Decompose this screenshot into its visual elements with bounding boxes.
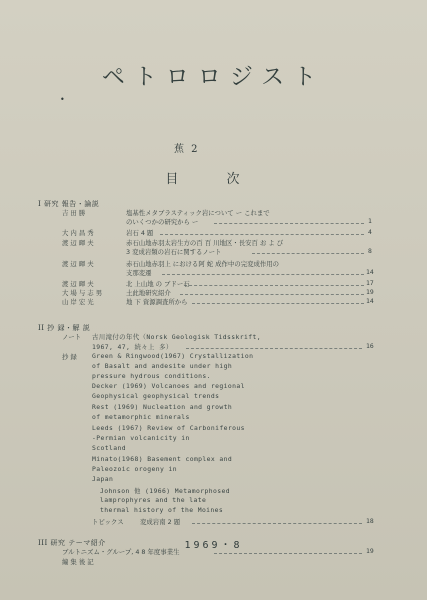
toc-author: 山 岸 宏 光 [62,298,94,306]
leader-line [192,303,364,304]
toc-title: 岩石 4 題 [126,229,154,237]
abstract-line: lamprophyres and the late [100,496,207,504]
toc-page: 8 [368,247,372,255]
toc-author: 大 内 昌 秀 [62,229,94,237]
abstract-line: Paleozoic orogeny in [92,465,177,473]
theme-page: 19 [366,547,374,555]
section-2-heading: II 抄 録・解 説 [38,324,91,332]
leader-line [214,223,364,224]
contents-heading: 目 次 [165,172,262,187]
leader-line [160,234,364,235]
publication-date: 1969・8 [184,540,243,551]
section-3-heading: III 研究 テーマ紹介 [38,539,106,547]
toc-page: 17 [366,279,374,287]
note-page: 16 [366,342,374,350]
abstract-line: Green & Ringwood(1967) Crystallization [92,352,254,360]
abstract-line: Minato(1968) Basement complex and [92,455,233,463]
leader-line [252,253,364,254]
toc-title: 塩基性メタブラスティック岩について ー これまで [126,209,270,217]
journal-title: ペトロロジスト [101,64,326,90]
toc-title: 土此地研究紹介 [126,289,171,297]
topics-page: 18 [366,517,374,525]
note-line: 1967, 47, 続々上 多） [92,343,173,351]
leader-line [192,523,362,524]
abstract-line: Scotland [92,444,126,452]
dot-mark: • [60,95,65,104]
toc-title: 赤石山地赤羽上 における阿 蛇 成作中の完変成作用の [126,260,280,268]
toc-page: 14 [366,268,374,276]
abstract-line: of Basalt and andesite under high [92,362,233,370]
toc-author: 渡 辺 暉 夫 [62,280,94,288]
toc-title: 北 上山地 の ブドー石 [126,280,190,288]
toc-title: 地 下 資源調査所から [126,298,188,306]
abstract-label: 抄 録 [62,353,77,361]
topics-label: トピックス [92,518,124,526]
toc-page: 19 [366,288,374,296]
theme-item: ブルトニズム・グループ, 4 8 年度事業生 [62,548,180,556]
abstract-line: Johnson 他 (1966) Metamorphosed [100,487,230,495]
toc-page: 4 [368,228,372,236]
abstract-line: -Permian volcanicity in [92,434,190,442]
leader-line [162,274,364,275]
abstract-line: Japan [92,475,114,483]
abstract-line: Leeds (1967) Review of Carboniferous [92,424,245,432]
editors-note: 編 集 後 記 [62,558,94,566]
toc-title: 3 変成岩類の岩石に関するノート [126,248,222,256]
abstract-line: of metamorphic minerals [92,413,190,421]
toc-title: 赤石山地赤羽太岩生方の百 百 川地区・長安百 お よ び [126,239,284,247]
toc-author: 渡 辺 暉 夫 [62,239,94,247]
abstract-line: Decker (1969) Volcanoes and regional [92,382,245,390]
abstract-line: pressure hydrous conditions. [92,372,211,380]
leader-line [186,348,362,349]
toc-author: 渡 辺 暉 夫 [62,260,94,268]
toc-page: 14 [366,297,374,305]
toc-author: 吉 田 勝 [62,209,86,217]
toc-title: のいくつかの研究から ー [126,218,199,226]
abstract-line: thermal history of the Moines [100,506,224,514]
topics-title: 変成岩南 2 題 [140,518,181,526]
issue-number: 蕉 2 [174,144,200,155]
toc-author: 大 場 与 志 男 [62,289,103,297]
toc-title: 支那変遷 [126,269,152,277]
leader-line [214,553,362,554]
toc-page: 1 [368,217,372,225]
leader-line [184,285,364,286]
abstract-line: Rest (1969) Nucleation and growth [92,403,233,411]
leader-line [180,294,364,295]
note-label: ノート [62,333,81,341]
section-1-heading: I 研究 報告・論説 [38,200,100,208]
note-line: 古川滝付の年代（Norsk Geologisk Tidsskrift, [92,333,262,341]
abstract-line: Geophysical geophysical trends [92,392,220,400]
